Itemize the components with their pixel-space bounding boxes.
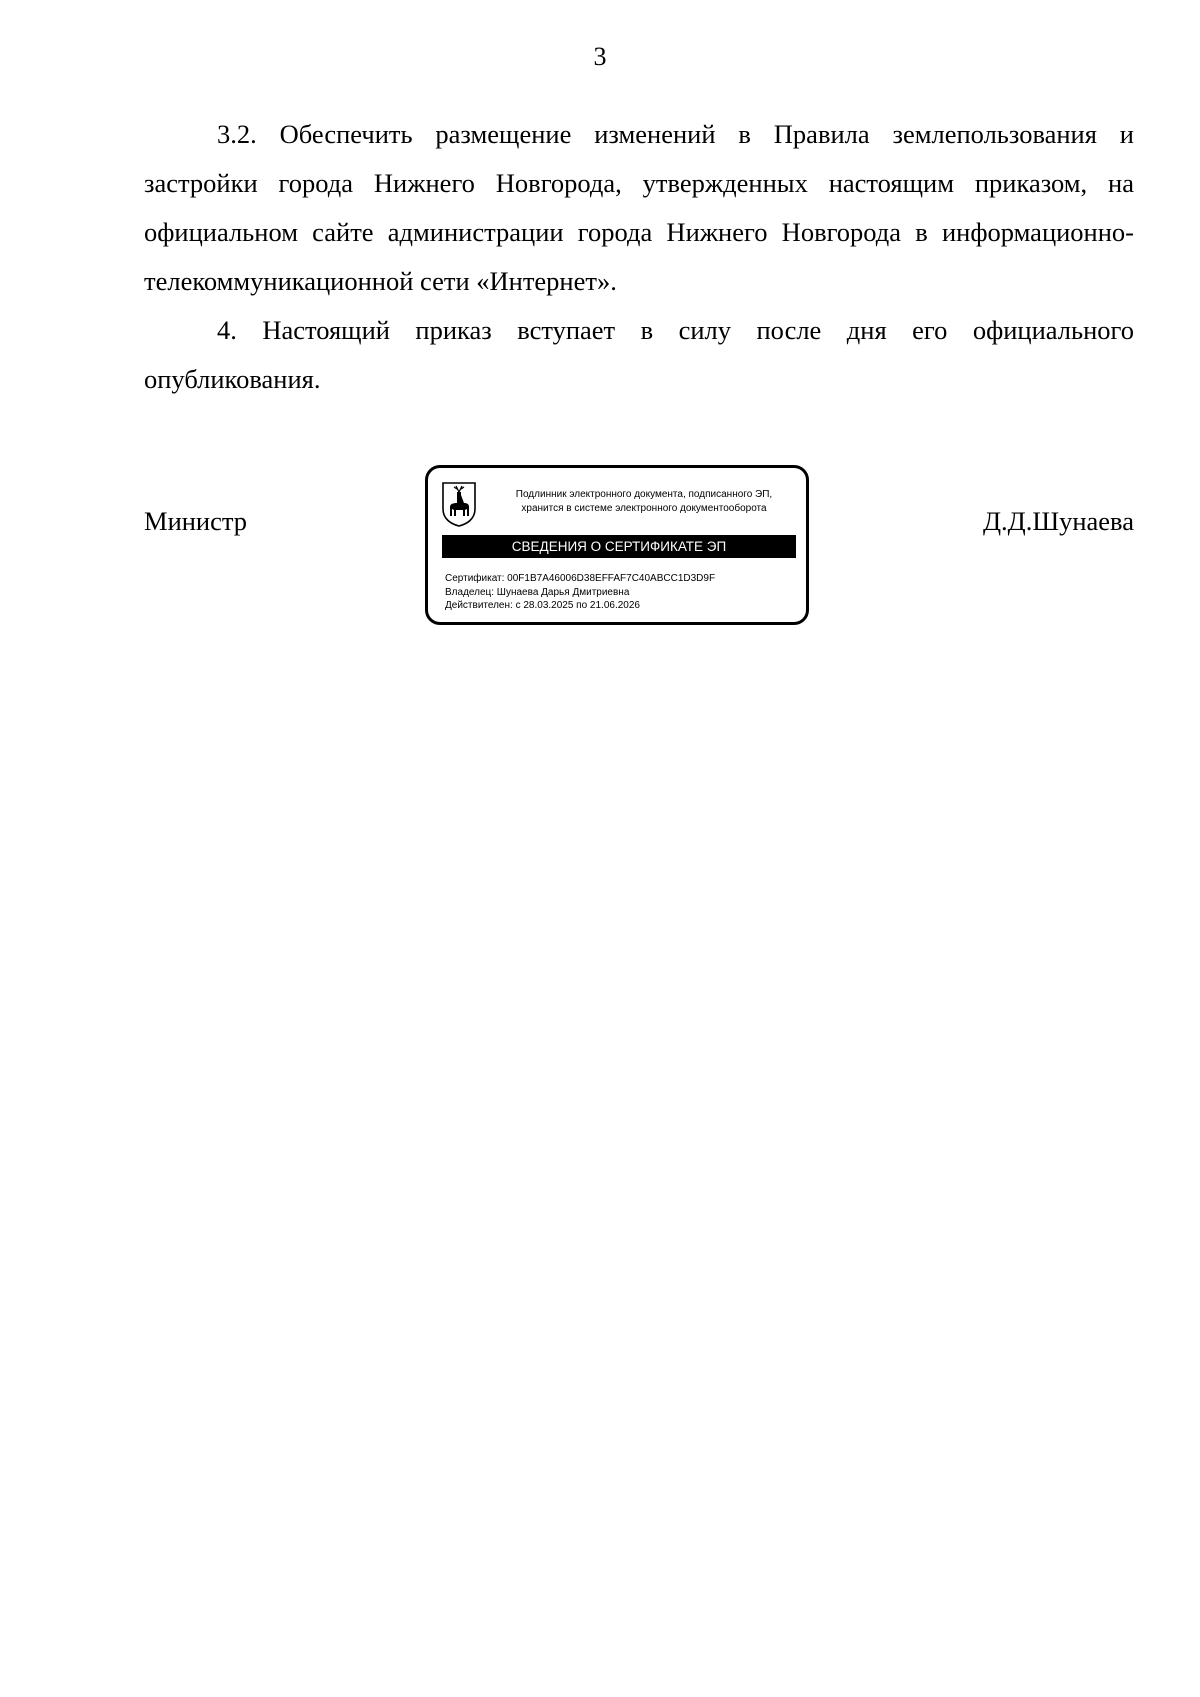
document-body <box>144 110 1134 404</box>
page-number: 3 <box>593 42 607 71</box>
stamp-title: СВЕДЕНИЯ О СЕРТИФИКАТЕ ЭП <box>442 535 796 558</box>
certificate-owner: Владелец: Шунаева Дарья Дмитриевна <box>445 586 630 598</box>
deer-emblem-icon <box>440 481 478 527</box>
signer-name: Д.Д.Шунаева <box>982 506 1134 536</box>
stamp-caption-line1: Подлинник электронного документа, подписанного ЭП, <box>515 489 773 500</box>
certificate-details <box>445 572 715 613</box>
paragraph-4: 4. Настоящий приказ вступает в силу после дня его официального опубликования. <box>144 315 1134 394</box>
stamp-caption-line2: хранится в системе электронного документооборота <box>521 502 767 514</box>
signer-position: Министр <box>144 506 248 536</box>
stamp-caption <box>484 488 804 515</box>
certificate-number: Сертификат: 00F1B7A46006D38EFFAF7C40ABCC1D3D9F <box>445 573 716 584</box>
certificate-validity: Действителен: с 28.03.2025 по 21.06.2026 <box>445 600 640 611</box>
electronic-signature-stamp <box>425 465 809 625</box>
paragraph-3-2: 3.2. Обеспечить размещение изменений в Правила землепользования и застройки города Нижнего Новгорода, утвержденных настоящим приказом, на официальном сайте администрации города Нижнего Новгорода в информационно-телекоммуникационной сети «Интернет». <box>144 119 1134 296</box>
